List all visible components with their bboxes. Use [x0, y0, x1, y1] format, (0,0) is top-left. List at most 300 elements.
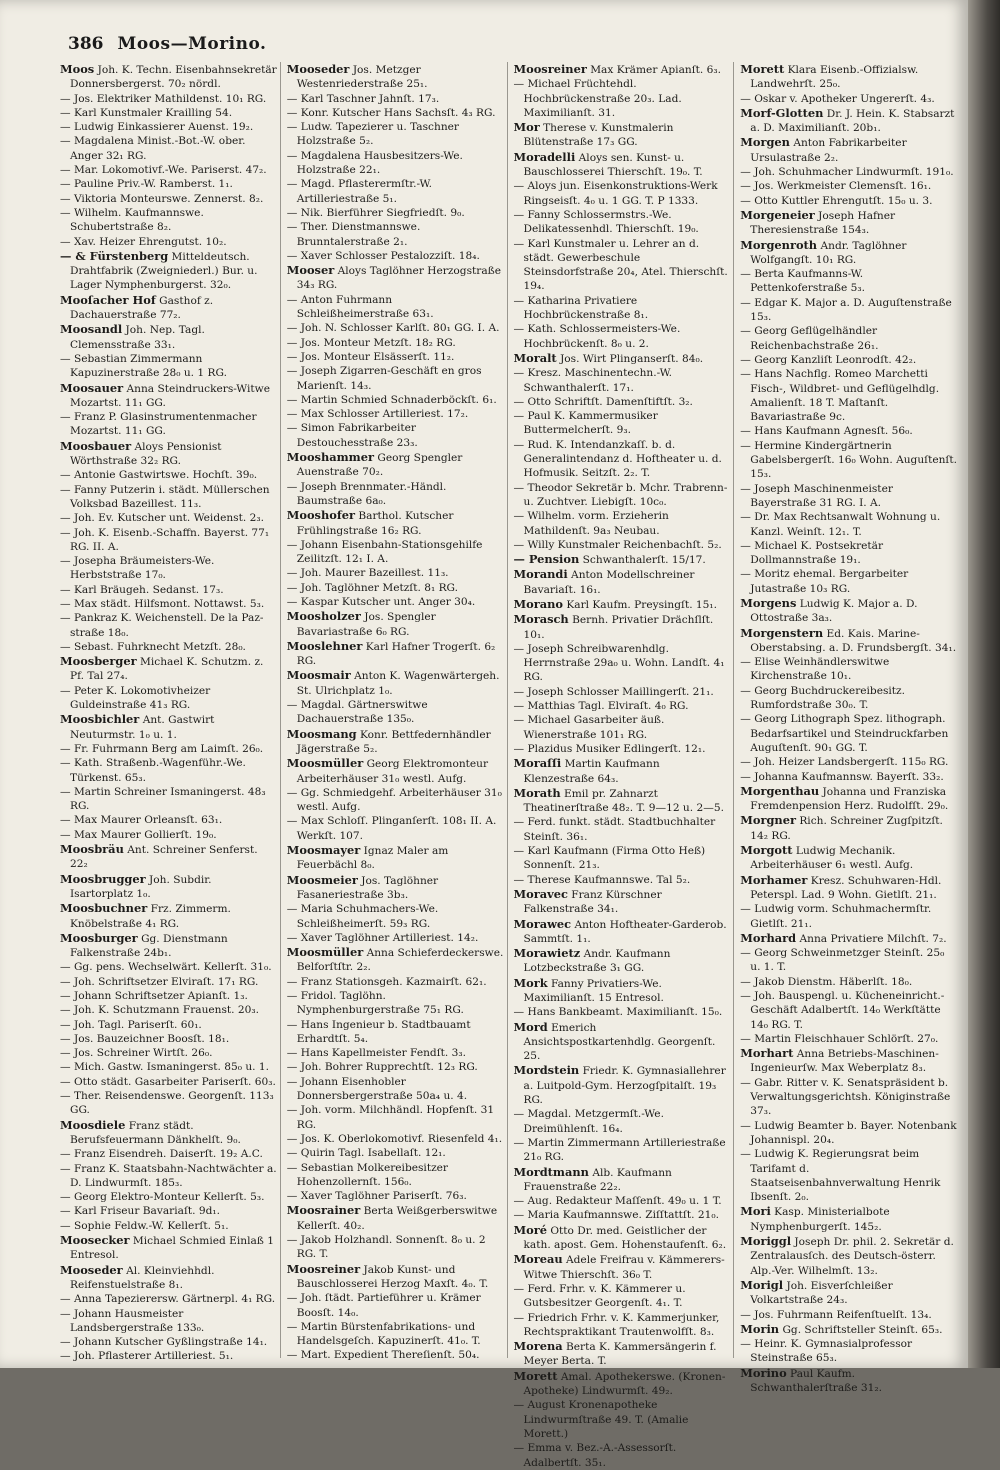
- entry-surname: Morgenstern: [740, 625, 824, 640]
- directory-entry: [514, 538, 731, 552]
- entry-surname: Moosbuchner: [60, 901, 148, 916]
- entry-text: — Hans Kapellmeister Fendſt. 3₃.: [286, 1047, 466, 1060]
- entry-surname: Morena: [513, 1339, 563, 1354]
- directory-entry: [740, 1046, 957, 1076]
- directory-entry: [287, 698, 504, 727]
- entry-surname: Moosmair: [286, 668, 351, 683]
- directory-entry: [287, 1348, 504, 1362]
- directory-entry: [287, 92, 504, 106]
- entry-text: — Johanna Kaufmannsw. Bayerſt. 33₂.: [740, 770, 944, 783]
- entry-text: — Gg. Schmiedgehf. Arbeiterhäuser 31₀ westl. Aufg.: [286, 786, 502, 814]
- directory-entry: [60, 684, 277, 713]
- directory-entry: [60, 235, 277, 249]
- entry-text: — Kath. Schlossermeisters-We. Hochbrückenſt. 8₀ u. 2.: [513, 323, 681, 350]
- entry-surname: Morano: [513, 596, 563, 611]
- entry-text: — Magdalena Hausbesitzers-We. Holzstraße 22₁.: [286, 149, 463, 177]
- entry-surname: Moosbichler: [60, 712, 140, 727]
- entry-text: Bernh. Privatier Drächſlſt. 10₁.: [523, 614, 714, 641]
- entry-text: — Aloys jun. Eisenkonstruktions-Werk Ringseisſt. 4₀ u. 1 GG. T. P 1333.: [513, 180, 718, 207]
- directory-entry: [60, 134, 277, 163]
- entry-text: Jos. Taglöhner Fasaneriestraße 3b₃.: [296, 874, 439, 901]
- entry-text: — Karl Bräugeh. Sedanst. 17₃.: [60, 583, 224, 596]
- entry-text: — Maria Schuhmachers-We. Schleißheimerſt. 59₃ RG.: [286, 903, 439, 930]
- directory-entry: [514, 150, 731, 180]
- directory-entry: [514, 552, 731, 567]
- directory-entry: [287, 1189, 504, 1203]
- book-page-edge: [968, 0, 1000, 1368]
- entry-text: Barthol. Kutscher Frühlingstraße 16₂ RG.: [296, 510, 454, 537]
- entry-text: — Moritz ehemal. Bergarbeiter Jutastraße 10₃ RG.: [740, 568, 909, 595]
- entry-text: — Mich. Gastw. Ismaningerst. 85₀ u. 1.: [60, 1061, 270, 1074]
- directory-entry: [60, 989, 277, 1003]
- directory-entry: [60, 872, 277, 902]
- entry-surname: Moosmayer: [286, 843, 361, 858]
- entry-text: Franz städt. Berufsfeuermann Dänkhelſt. 9₀.: [70, 1119, 241, 1146]
- entry-text: Jakob Kunst- und Bauschlosserei Herzog Maxſt. 4₀. T.: [296, 1263, 489, 1290]
- entry-surname: Moosmüller: [286, 945, 364, 960]
- entry-text: — Jakob Holzhandl. Sonnenſt. 8₀ u. 2 RG. T.: [286, 1234, 486, 1261]
- entry-surname: Morett: [740, 62, 785, 76]
- entry-text: Emil pr. Zahnarzt Theatinerſtraße 48₂. T. 9—12 u. 2—5.: [523, 787, 724, 815]
- directory-entry: [60, 1219, 277, 1233]
- directory-entry: [740, 655, 957, 684]
- entry-text: — Joh. Pflasterer Artilleriest. 5₁.: [60, 1350, 234, 1363]
- entry-text: Joh. Subdir. Isartorplatz 1₀.: [70, 873, 212, 900]
- entry-text: — Dr. Max Rechtsanwalt Wohnung u. Kanzl. Weinſt. 12₁. T.: [740, 511, 941, 538]
- directory-entry: [740, 1322, 957, 1337]
- directory-entry: [287, 293, 504, 322]
- entry-text: — Joseph Maschinenmeister Bayerstraße 31 RG. I. A.: [740, 482, 893, 509]
- directory-entry: [514, 1398, 731, 1441]
- directory-entry: [514, 917, 731, 947]
- entry-text: — Max Maurer Gollierſt. 19₀.: [60, 828, 217, 841]
- directory-entry: [60, 785, 277, 814]
- directory-entry: [287, 945, 504, 975]
- directory-entry: [60, 1018, 277, 1032]
- directory-entry: [60, 1032, 277, 1046]
- page-number: 386: [68, 34, 104, 54]
- entry-text: — Kresz. Maschinentechn.-W. Schwanthalerſt. 17₁.: [513, 367, 672, 394]
- entry-text: — Peter K. Lokomotivheizer Guldeinstraße 41₃ RG.: [60, 684, 211, 712]
- entry-surname: Morgen: [740, 135, 790, 150]
- directory-entry: [514, 509, 731, 538]
- directory-entry: [514, 366, 731, 395]
- directory-entry: [287, 393, 504, 407]
- entry-surname: Moralt: [513, 350, 557, 365]
- entry-text: — Antonie Gastwirtswe. Hochſt. 39₀.: [60, 469, 258, 482]
- entry-text: — Joh. Ev. Kutscher unt. Weidenst. 2₃.: [60, 512, 264, 525]
- entry-text: Jos. Spengler Bavariastraße 6₀ RG.: [296, 611, 436, 638]
- directory-entry: [740, 106, 957, 136]
- entry-text: Paul Kaufm. Schwanthalerſtraße 31₂.: [750, 1367, 882, 1395]
- directory-entry: [740, 424, 957, 438]
- entry-text: Gasthof z. Dachauerstraße 77₂.: [70, 294, 214, 322]
- entry-text: — Xav. Heizer Ehrengutst. 10₂.: [60, 235, 227, 248]
- entry-text: — Joh. ſtädt. Partieführer u. Krämer Boosſt. 14₀.: [286, 1292, 481, 1319]
- entry-text: — Berta Kaufmanns-W. Pettenkoferstraße 5₃.: [740, 268, 865, 295]
- directory-entry: [287, 508, 504, 538]
- entry-text: — Karl Friseur Bavariaſt. 9d₁.: [60, 1205, 220, 1218]
- entry-text: — Gabr. Ritter v. K. Senatspräsident b. Verwaltungsgerichtsh. Königinstraße 37₃.: [740, 1076, 951, 1118]
- directory-entry: [60, 293, 277, 323]
- entry-text: — Jos. Schreiner Wirtſt. 26₀.: [60, 1047, 213, 1060]
- entry-text: — Sophie Feldw.-W. Kellerſt. 5₁.: [60, 1219, 229, 1232]
- entry-text: — Emma v. Bez.-A.-Assessorſt. Adalbertſt. 35₁.: [513, 1442, 677, 1469]
- entry-surname: Mooſacher Hof: [60, 292, 156, 307]
- entry-text: — Xaver Schlosser Pestalozziſt. 18₄.: [286, 249, 480, 262]
- entry-text: — Friedrich Frhr. v. K. Kammerjunker, Rechtspraktikant Trautenwolfſt. 8₃.: [513, 1311, 720, 1338]
- entry-text: Max Krämer Apianſt. 6₃.: [590, 64, 721, 76]
- entry-text: — Joh. Tagl. Pariserſt. 60₁.: [60, 1018, 202, 1031]
- entry-surname: Mooseder: [286, 62, 350, 76]
- directory-entry: [514, 873, 731, 887]
- directory-entry: [287, 873, 504, 903]
- entry-text: — Ferd. Frhr. v. K. Kämmerer u. Gutsbesitzer Georgenſt. 4₁. T.: [513, 1282, 686, 1310]
- directory-entry: [514, 294, 731, 323]
- directory-entry: [740, 626, 957, 656]
- entry-surname: Moosbräu: [60, 842, 124, 857]
- column-4: [740, 62, 960, 1395]
- directory-entry: [514, 208, 731, 237]
- entry-text: — Georg Geflügelhändler Reichenbachstraße 26₁.: [740, 325, 879, 352]
- directory-entry: [740, 1204, 957, 1234]
- directory-entry: [287, 421, 504, 450]
- entry-text: — Joseph Schreibwarenhdlg. Herrnstraße 29a₀ u. Wohn. Landſt. 4₁ RG.: [513, 642, 725, 684]
- directory-entry: [287, 62, 504, 92]
- entry-text: — Karl Kaufmann (Firma Otto Heß) Sonnenſt. 21₃.: [513, 845, 706, 872]
- entry-text: Anton Hoftheater-Garderob. Sammtſt. 1₁.: [523, 918, 727, 945]
- directory-entry: [514, 409, 731, 438]
- entry-text: Adele Freifrau v. Kämmerers-Witwe Thierschſt. 36₀ T.: [523, 1254, 725, 1281]
- entry-text: — Jos. Werkmeister Clemensſt. 16₁.: [740, 180, 932, 193]
- entry-text: — Magdalena Minist.-Bot.-W. ober. Anger 32₁ RG.: [60, 135, 246, 162]
- directory-entry: [60, 756, 277, 785]
- entry-text: — Joh. Heizer Landsbergerſt. 115₀ RG.: [740, 756, 949, 769]
- entry-text: — Hans Kaufmann Agnesſt. 56₀.: [740, 425, 913, 438]
- directory-entry: [60, 554, 277, 583]
- directory-entry: [740, 1278, 957, 1308]
- directory-entry: [60, 1335, 277, 1349]
- directory-entry: [514, 179, 731, 208]
- entry-surname: Morandi: [513, 567, 568, 582]
- entry-text: — Wilhelm. vorm. Erzieherin Mathildenſt. 9a₃ Neubau.: [513, 510, 669, 537]
- directory-entry: [740, 1032, 957, 1046]
- directory-entry: [514, 1208, 731, 1222]
- entry-text: — Johann Eisenbahn-Stationsgehilfe Zeilitzſt. 12₁ I. A.: [286, 538, 483, 566]
- directory-entry: [514, 887, 731, 917]
- entry-surname: Morath: [513, 785, 561, 800]
- entry-surname: Mork: [513, 975, 548, 990]
- entry-text: — Georg Kanzliſt Leonrodſt. 42₂.: [740, 353, 917, 366]
- entry-text: — Sebastian Zimmermann Kapuzinerstraße 28₀ u. 1 RG.: [60, 352, 227, 380]
- directory-entry: [514, 699, 731, 713]
- directory-entry: [514, 1063, 731, 1107]
- directory-entry: [287, 1233, 504, 1262]
- entry-surname: Moradelli: [513, 149, 576, 164]
- entry-text: Dr. J. Hein. K. Stabsarzt a. D. Maximilianſt. 20b₁.: [750, 107, 955, 135]
- column-2: [286, 62, 508, 1362]
- entry-text: Anna Schieferdeckerswe. Belforſtſtr. 2₂.: [296, 947, 504, 974]
- directory-entry: [60, 1349, 277, 1363]
- directory-entry: [514, 1194, 731, 1208]
- directory-entry: [514, 597, 731, 612]
- entry-surname: Mor: [513, 120, 540, 135]
- entry-text: — Karl Kunstmaler Krailling 54.: [60, 106, 233, 119]
- entry-text: — Max Schlosser Artilleriest. 17₂.: [286, 408, 469, 421]
- entry-surname: Mori: [740, 1204, 771, 1219]
- directory-entry: [514, 62, 731, 77]
- entry-text: Anton K. Wagenwärtergeh. St. Ulrichplatz 1₀.: [296, 670, 500, 697]
- entry-text: — Quirin Tagl. Isabellaſt. 12₁.: [286, 1147, 446, 1160]
- entry-text: — Martin Schreiner Ismaningerst. 48₃ RG.: [60, 785, 266, 813]
- entry-surname: Moosholzer: [286, 609, 361, 624]
- entry-text: — Martin Zimmermann Artilleriestraße 21₀ RG.: [513, 1136, 726, 1164]
- entry-text: Karl Hafner Trogerſt. 6₂ RG.: [296, 640, 496, 668]
- directory-entry: [287, 989, 504, 1018]
- entry-text: Gg. Dienstmann Falkenstraße 24b₁.: [70, 932, 228, 960]
- directory-entry: [514, 120, 731, 150]
- directory-entry: [740, 135, 957, 165]
- directory-entry: [514, 351, 731, 366]
- entry-text: Joh. K. Techn. Eisenbahnsekretär Donnersbergerst. 70₂ nördl.: [70, 64, 277, 91]
- entry-surname: Moosdiele: [60, 1117, 126, 1132]
- entry-surname: Mord: [513, 1019, 548, 1034]
- directory-entry: [740, 1308, 957, 1322]
- entry-text: Alb. Kaufmann Frauenstraße 22₂.: [523, 1166, 672, 1193]
- directory-entry: [740, 367, 957, 424]
- entry-text: — Xaver Taglöhner Artilleriest. 14₂.: [286, 931, 479, 944]
- directory-entry: [60, 654, 277, 684]
- entry-text: Gg. Schriftsteller Steinſt. 65₃.: [782, 1323, 943, 1336]
- entry-surname: Moosmang: [286, 726, 357, 741]
- directory-entry: [287, 566, 504, 580]
- directory-entry: [60, 1162, 277, 1191]
- entry-surname: Moosberger: [60, 654, 137, 669]
- entry-text: Georg Elektromonteur Arbeiterhäuser 31₀ westl. Aufg.: [296, 758, 489, 785]
- entry-text: Andr. Kaufmann Lotzbeckstraße 3₁ GG.: [523, 948, 671, 975]
- entry-text: — Simon Fabrikarbeiter Destouchesstraße 23₃.: [286, 422, 418, 449]
- entry-text: Ignaz Maler am Feuerbächl 8₀.: [296, 845, 449, 872]
- directory-entry: [60, 640, 277, 654]
- entry-text: — Max Maurer Orleansſt. 63₁.: [60, 814, 223, 827]
- entry-text: — Martin Fleischhauer Schlörſt. 27₀.: [740, 1032, 939, 1045]
- entry-surname: Morhart: [740, 1046, 794, 1061]
- entry-surname: Mooslehner: [286, 638, 363, 653]
- entry-text: — Maria Kaufmannswe. Ziſſtattſt. 21₀.: [513, 1209, 719, 1222]
- directory-entry: [60, 975, 277, 989]
- directory-entry: [740, 179, 957, 193]
- directory-entry: [740, 567, 957, 596]
- entry-text: Joh. Nep. Tagl. Clemensstraße 33₁.: [70, 324, 205, 351]
- directory-entry: [514, 77, 731, 120]
- directory-entry: [740, 296, 957, 325]
- directory-entry: [60, 742, 277, 756]
- directory-entry: [514, 1020, 731, 1064]
- entry-text: Anna Betriebs-Maschinen-Ingenieurſw. Max Weberplatz 8₃.: [750, 1048, 939, 1075]
- directory-entry: [287, 538, 504, 567]
- entry-text: — Ludwig Beamter b. Bayer. Notenbank Johannispl. 20₄.: [740, 1119, 957, 1146]
- entry-text: Georg Spengler Auenstraße 70₂.: [296, 452, 463, 479]
- entry-text: — Franz P. Glasinstrumentenmacher Mozartst. 11₁ GG.: [60, 411, 257, 438]
- directory-entry: [60, 177, 277, 191]
- entry-text: Aloys sen. Kunst- u. Bauschlosserei Thierschſt. 19₀. T.: [523, 151, 703, 179]
- directory-entry: [740, 238, 957, 268]
- entry-text: Klara Eisenb.-Offizialsw. Landwehrſt. 25₀.: [750, 64, 919, 91]
- directory-entry: [287, 1060, 504, 1074]
- directory-entry: [514, 1441, 731, 1470]
- directory-entry: [60, 1075, 277, 1089]
- entry-text: — Johann Hausmeister Landsbergerstraße 133₀.: [60, 1307, 205, 1334]
- directory-entry: [60, 931, 277, 961]
- entry-text: — Joh. K. Eisenb.-Schaffn. Bayerst. 77₁ RG. II. A.: [60, 526, 270, 553]
- directory-entry: [514, 1339, 731, 1369]
- page-header: [68, 34, 948, 60]
- entry-text: — Magdal. Metzgermſt.-We. Dreimühlenſt. 16₄.: [513, 1108, 664, 1135]
- directory-entry: [287, 1103, 504, 1132]
- entry-text: — Gg. pens. Wechselwärt. Kellerſt. 31₀.: [60, 961, 272, 974]
- entry-surname: Mordtmann: [513, 1164, 589, 1179]
- directory-entry: [287, 1262, 504, 1292]
- entry-text: Aloys Pensionist Wörthstraße 32₂ RG.: [70, 440, 222, 468]
- entry-text: — Jos. Fuhrmann Reifenſtuelſt. 13₄.: [740, 1308, 932, 1321]
- entry-text: — Michael K. Postsekretär Dollmannstraße 19₁.: [740, 539, 884, 567]
- directory-entry: [740, 784, 957, 814]
- entry-text: — August Kronenapotheke Lindwurmſtraße 49. T. (Amalie Morett.): [513, 1399, 689, 1440]
- entry-text: — Franz K. Staatsbahn-Nachtwächter a. D. Lindwurmſt. 185₃.: [60, 1162, 277, 1189]
- entry-surname: Moosreiner: [286, 1261, 361, 1276]
- directory-entry: [287, 1146, 504, 1160]
- directory-entry: [60, 597, 277, 611]
- directory-entry: [287, 786, 504, 815]
- directory-entry: [514, 642, 731, 685]
- entry-surname: Moreau: [513, 1252, 563, 1267]
- entry-text: Emerich Ansichtspostkartenhdlg. Georgenſt. 25.: [523, 1021, 716, 1063]
- directory-entry: [287, 1203, 504, 1233]
- directory-entry: [740, 439, 957, 482]
- directory-entry: [287, 336, 504, 350]
- directory-entry: [514, 685, 731, 699]
- entry-text: — Elise Weinhändlerswitwe Kirchenstraße 10₁.: [740, 656, 890, 683]
- entry-surname: Morgeneier: [740, 207, 815, 222]
- entry-text: — Karl Taschner Jahnſt. 17₃.: [286, 92, 440, 105]
- entry-surname: Morawec: [513, 916, 572, 931]
- entry-surname: Moravec: [513, 886, 568, 901]
- directory-entry: [740, 267, 957, 296]
- entry-text: — Hans Nachflg. Romeo Marchetti Fisch-, Wildbret- und Geflügelhdlg. Amalienſt. 18 T. Maſtanſt. Bavariastraße 9c.: [740, 368, 940, 424]
- entry-text: — Oskar v. Apotheker Ungererſt. 4₃.: [740, 92, 935, 105]
- entry-text: — Aug. Redakteur Maſſenſt. 49₀ u. 1 T.: [513, 1195, 722, 1208]
- entry-text: Konr. Bettfedernhändler Jägerstraße 5₂.: [296, 728, 491, 755]
- directory-entry: [514, 1136, 731, 1165]
- entry-text: — Plazidus Musiker Edlingerſt. 12₁.: [513, 742, 706, 755]
- directory-entry: [60, 1089, 277, 1118]
- directory-entry: [287, 975, 504, 989]
- directory-entry: [287, 149, 504, 178]
- directory-entry: [287, 931, 504, 945]
- directory-entry: [514, 976, 731, 1006]
- entry-text: — Franz Eisendreh. Daiserſt. 19₂ A.C.: [60, 1148, 263, 1161]
- directory-entry: [740, 813, 957, 843]
- directory-entry: [287, 1161, 504, 1190]
- entry-text: Aloys Taglöhner Herzogstraße 34₃ RG.: [296, 265, 501, 292]
- directory-entry: [60, 439, 277, 469]
- entry-surname: Moriggl: [740, 1234, 792, 1249]
- entry-surname: Morgenroth: [740, 237, 818, 252]
- entry-surname: Morasch: [513, 612, 569, 627]
- directory-entry: [287, 902, 504, 931]
- directory-entry: [514, 1369, 731, 1399]
- entry-text: — Rud. K. Intendanzkaſſ. b. d. Generalintendanz d. Hoftheater u. d. Hofmusik. Seitzſt. 2₂. T.: [513, 438, 722, 480]
- entry-surname: Mooser: [286, 263, 335, 278]
- entry-text: — Fridol. Taglöhn. Nymphenburgerstraße 75₁ RG.: [286, 990, 464, 1017]
- directory-entry: [514, 756, 731, 786]
- directory-entry: [287, 206, 504, 220]
- entry-text: — Johann Kutscher Gyßlingstraße 14₁.: [60, 1336, 268, 1349]
- entry-surname: Moosecker: [60, 1233, 130, 1248]
- entry-text: Kresz. Schuhwaren-Hdl. Peterspl. Lad. 9 Wohn. Gietlſt. 21₁.: [750, 874, 942, 901]
- entry-surname: Moosrainer: [286, 1203, 361, 1218]
- directory-entry: [287, 1132, 504, 1146]
- directory-entry: [740, 482, 957, 511]
- entry-text: — Magd. Pflasterermſtr.-W. Artilleriestraße 5₁.: [286, 178, 432, 205]
- directory-entry: [287, 364, 504, 393]
- directory-entry: [287, 1046, 504, 1060]
- entry-text: — Georg Lithograph Spez. lithograph. Bedarfsartikel und Steindruckfarben Auguſtenſt. 90₁ GG. T.: [740, 713, 949, 754]
- column-1: [60, 62, 281, 1363]
- directory-entry: [514, 1223, 731, 1253]
- directory-entry: [287, 1291, 504, 1320]
- directory-entry: [514, 395, 731, 409]
- directory-entry: [287, 407, 504, 421]
- entry-surname: Moré: [513, 1222, 547, 1237]
- entry-surname: Morino: [740, 1365, 787, 1380]
- directory-entry: [740, 353, 957, 367]
- directory-entry: [740, 770, 957, 784]
- entry-text: Rich. Schreiner Zugſpitzſt. 14₂ RG.: [750, 815, 943, 842]
- entry-text: Joh. Eisverſchleißer Volkartstraße 24₃.: [750, 1279, 893, 1307]
- entry-text: — Heinr. K. Gymnasialprofessor Steinstraße 65₃.: [740, 1338, 913, 1365]
- directory-entry: [60, 583, 277, 597]
- entry-text: Martin Kaufmann Klenzestraße 64₃.: [523, 758, 660, 785]
- directory-entry: [740, 62, 957, 92]
- directory-entry: [287, 1018, 504, 1047]
- entry-surname: Morigl: [740, 1277, 784, 1292]
- entry-surname: Moraſſi: [513, 756, 562, 771]
- directory-entry: [740, 92, 957, 106]
- entry-surname: Moosbauer: [60, 438, 132, 453]
- directory-entry: [60, 92, 277, 106]
- directory-entry: [740, 873, 957, 903]
- directory-entry: [740, 208, 957, 238]
- directory-entry: [60, 192, 277, 206]
- directory-entry: [287, 1320, 504, 1349]
- entry-text: Therese v. Kunstmalerin Blütenstraße 17₃ GG.: [523, 122, 674, 149]
- entry-text: Andr. Taglöhner Wolfgangſt. 10₁ RG.: [750, 239, 907, 266]
- entry-text: — Joseph Schlosser Maillingerſt. 21₁.: [513, 685, 714, 698]
- entry-text: — Jakob Dienstm. Häberlſt. 18₀.: [740, 975, 913, 988]
- directory-entry: [287, 450, 504, 480]
- entry-surname: Morgner: [740, 813, 796, 828]
- entry-text: — Viktoria Monteurswe. Zennerst. 8₂.: [60, 192, 264, 205]
- entry-text: — Josepha Bräumeisters-We. Herbststraße 17₀.: [60, 555, 215, 582]
- entry-text: — Jos. Bauzeichner Boosſt. 18₁.: [60, 1032, 230, 1045]
- entry-text: — Jos. Monteur Elsässerſt. 11₂.: [286, 350, 455, 363]
- entry-text: — Martin Schmied Schnaderböckſt. 6₁.: [286, 393, 497, 406]
- directory-entry: [287, 480, 504, 509]
- directory-entry: [514, 438, 731, 481]
- entry-text: Ludwig Mechanik. Arbeiterhäuser 6₁ westl. Aufg.: [750, 845, 914, 872]
- directory-entry: [287, 106, 504, 120]
